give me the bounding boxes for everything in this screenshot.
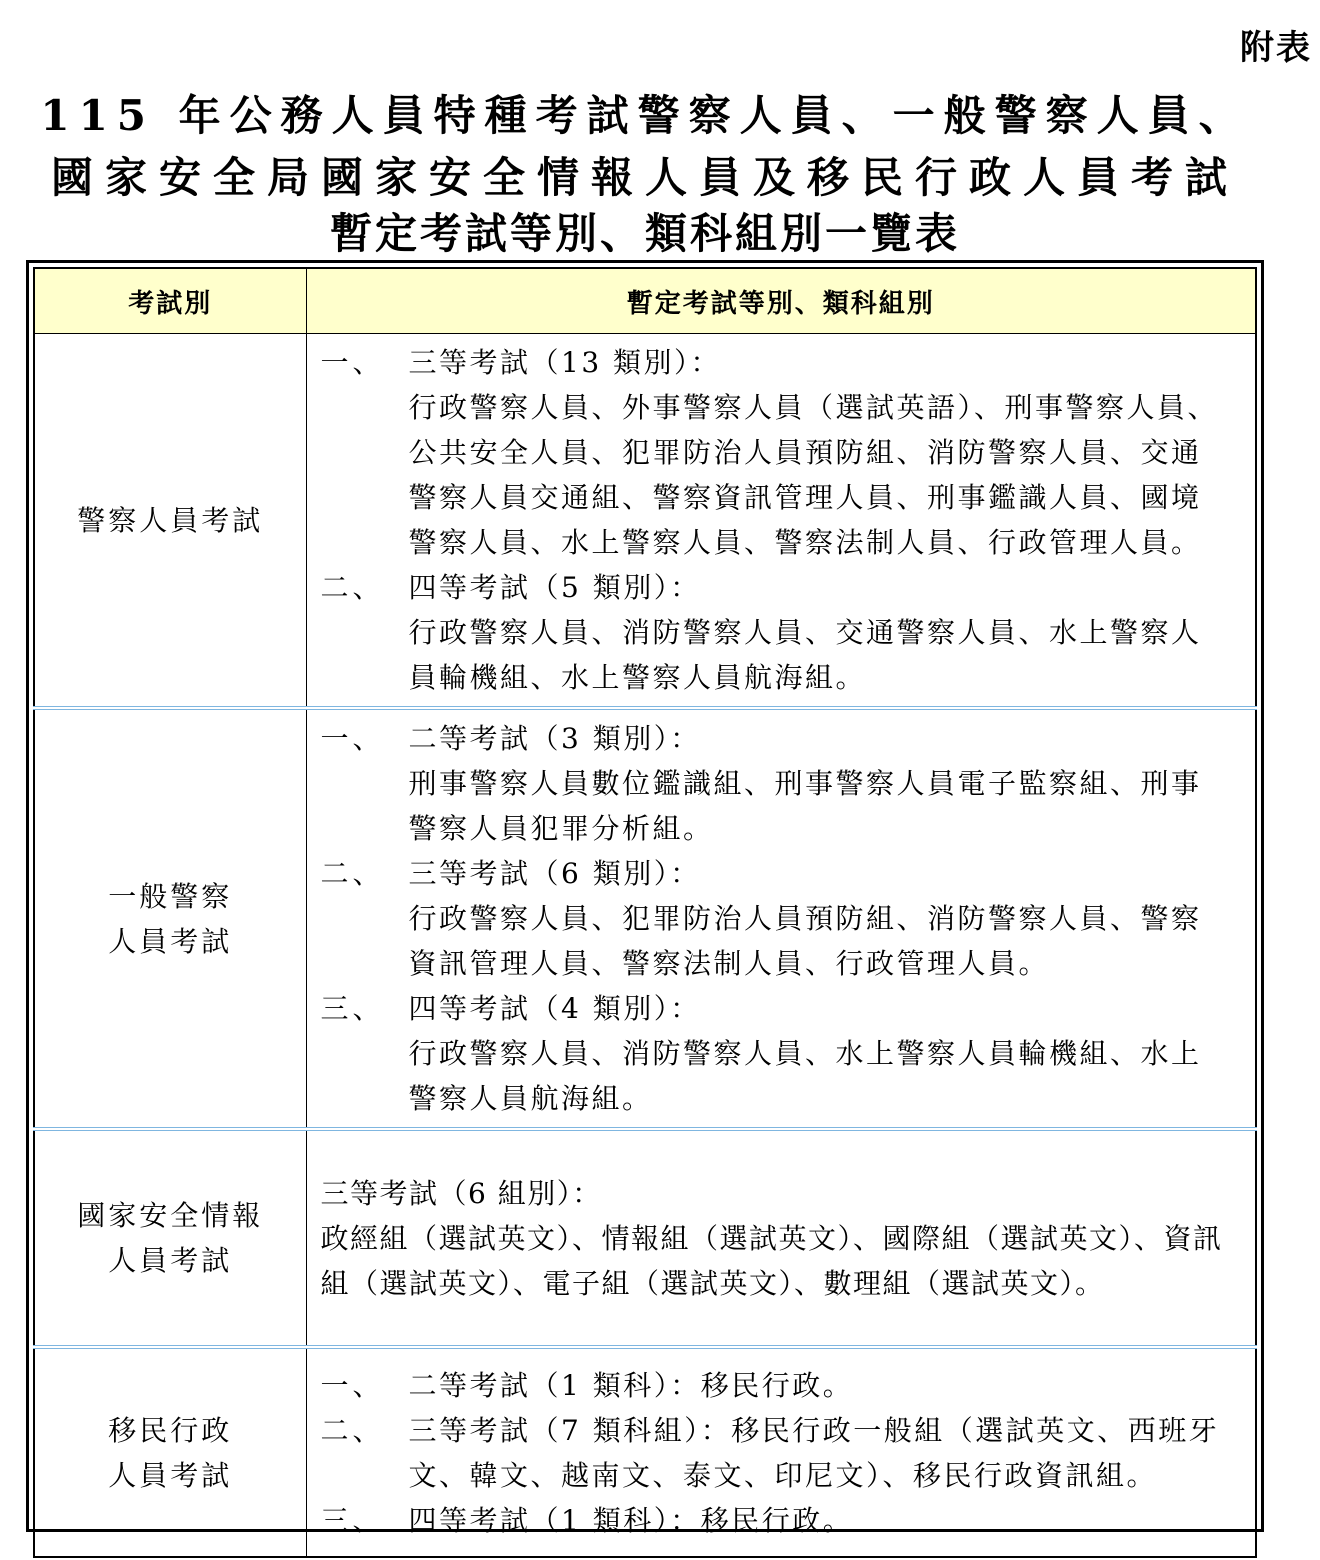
list-item bbox=[321, 986, 1246, 1121]
exam-name-cell bbox=[34, 334, 306, 709]
appendix-label: 附表 bbox=[1240, 28, 1312, 68]
exam-table bbox=[33, 267, 1257, 1558]
item-body bbox=[409, 1498, 1246, 1543]
item-number: 三、 bbox=[320, 992, 385, 1025]
item-body bbox=[409, 716, 1246, 851]
item-line: 組（選試英文）、電子組（選試英文）、數理組（選試英文）。 bbox=[320, 1266, 1105, 1300]
item-line: 四等考試（5 類別）： bbox=[408, 571, 701, 604]
exam-name-line: 國家安全情報 bbox=[77, 1199, 264, 1232]
item-line: 三等考試（6 類別）： bbox=[408, 857, 701, 890]
item-line: 三等考試（7 類科組）：移民行政一般組（選試英文、西班牙 bbox=[408, 1413, 1220, 1447]
exam-name-cell bbox=[34, 1129, 306, 1347]
item-line: 四等考試（1 類科）：移民行政。 bbox=[408, 1503, 854, 1537]
page-title-line-1: 115 年公務人員特種考試警察人員、一般警察人員、 bbox=[40, 91, 1250, 140]
item-line: 文、韓文、越南文、泰文、印尼文）、移民行政資訊組。 bbox=[408, 1458, 1158, 1492]
table-row bbox=[34, 1129, 1256, 1347]
exam-name-line: 移民行政 bbox=[108, 1413, 233, 1447]
exam-content-cell bbox=[306, 708, 1256, 1129]
exam-name-line: 警察人員考試 bbox=[77, 503, 264, 537]
item-line: 行政警察人員、消防警察人員、交通警察人員、水上警察人 bbox=[408, 616, 1202, 649]
table-row bbox=[34, 334, 1256, 709]
list-item bbox=[321, 1498, 1246, 1543]
list-item bbox=[321, 1363, 1246, 1408]
item-number: 二、 bbox=[320, 857, 385, 890]
item-line: 二等考試（1 類科）：移民行政。 bbox=[408, 1368, 854, 1402]
table-row bbox=[34, 708, 1256, 1129]
exam-table-frame bbox=[26, 260, 1264, 1537]
item-body bbox=[409, 340, 1246, 565]
item-number: 二、 bbox=[320, 1413, 385, 1447]
item-number: 二、 bbox=[320, 571, 385, 604]
exam-content-cell bbox=[306, 1129, 1256, 1347]
item-line: 公共安全人員、犯罪防治人員預防組、消防警察人員、交通 bbox=[408, 436, 1202, 469]
list-item bbox=[321, 851, 1246, 986]
item-line: 員輪機組、水上警察人員航海組。 bbox=[408, 661, 867, 694]
item-line: 警察人員交通組、警察資訊管理人員、刑事鑑識人員、國境 bbox=[408, 481, 1202, 514]
item-line: 政經組（選試英文）、情報組（選試英文）、國際組（選試英文）、資訊 bbox=[320, 1221, 1223, 1255]
table-header-row bbox=[34, 268, 1256, 334]
exam-name-line: 人員考試 bbox=[108, 1458, 233, 1492]
item-number: 三、 bbox=[320, 1503, 385, 1537]
list-item bbox=[321, 340, 1246, 565]
item-body bbox=[409, 851, 1246, 986]
item-body bbox=[409, 565, 1246, 700]
table-row bbox=[34, 1347, 1256, 1557]
item-number: 一、 bbox=[320, 722, 385, 755]
item-line: 警察人員犯罪分析組。 bbox=[408, 812, 714, 845]
item-number: 一、 bbox=[320, 346, 385, 379]
item-body bbox=[409, 1408, 1246, 1498]
exam-name-line: 人員考試 bbox=[108, 924, 233, 958]
item-line: 行政警察人員、外事警察人員（選試英語）、刑事警察人員、 bbox=[408, 391, 1219, 424]
item-line: 刑事警察人員數位鑑識組、刑事警察人員電子監察組、刑事 bbox=[408, 767, 1202, 800]
exam-content-cell bbox=[306, 1347, 1256, 1557]
item-line: 警察人員、水上警察人員、警察法制人員、行政管理人員。 bbox=[408, 526, 1202, 559]
item-line: 行政警察人員、消防警察人員、水上警察人員輪機組、水上 bbox=[408, 1037, 1202, 1070]
header-exam-type: 考試別 bbox=[34, 268, 306, 334]
list-item bbox=[321, 1408, 1246, 1498]
item-body bbox=[409, 1363, 1246, 1408]
item-number: 一、 bbox=[320, 1368, 385, 1402]
page-title-line-2: 國家安全局國家安全情報人員及移民行政人員考試 bbox=[50, 153, 1239, 202]
item-line: 警察人員航海組。 bbox=[408, 1082, 653, 1115]
item-line: 資訊管理人員、警察法制人員、行政管理人員。 bbox=[408, 947, 1050, 980]
page-title-line-3: 暫定考試等別、類科組別一覽表 bbox=[329, 209, 960, 258]
item-line: 二等考試（3 類別）： bbox=[408, 722, 701, 755]
item-line: 行政警察人員、犯罪防治人員預防組、消防警察人員、警察 bbox=[408, 902, 1202, 935]
exam-content-cell bbox=[306, 334, 1256, 709]
exam-name-cell bbox=[34, 708, 306, 1129]
exam-name-cell bbox=[34, 1347, 306, 1557]
exam-name-line: 一般警察 bbox=[108, 879, 233, 913]
item-line: 四等考試（4 類別）： bbox=[408, 992, 701, 1025]
item-line: 三等考試（6 組別）： bbox=[320, 1176, 602, 1210]
exam-name-line: 人員考試 bbox=[108, 1244, 233, 1277]
list-item bbox=[321, 716, 1246, 851]
list-item bbox=[321, 565, 1246, 700]
header-exam-categories: 暫定考試等別、類科組別 bbox=[306, 268, 1256, 334]
item-body bbox=[409, 986, 1246, 1121]
item-line: 三等考試（13 類別）： bbox=[408, 346, 722, 379]
